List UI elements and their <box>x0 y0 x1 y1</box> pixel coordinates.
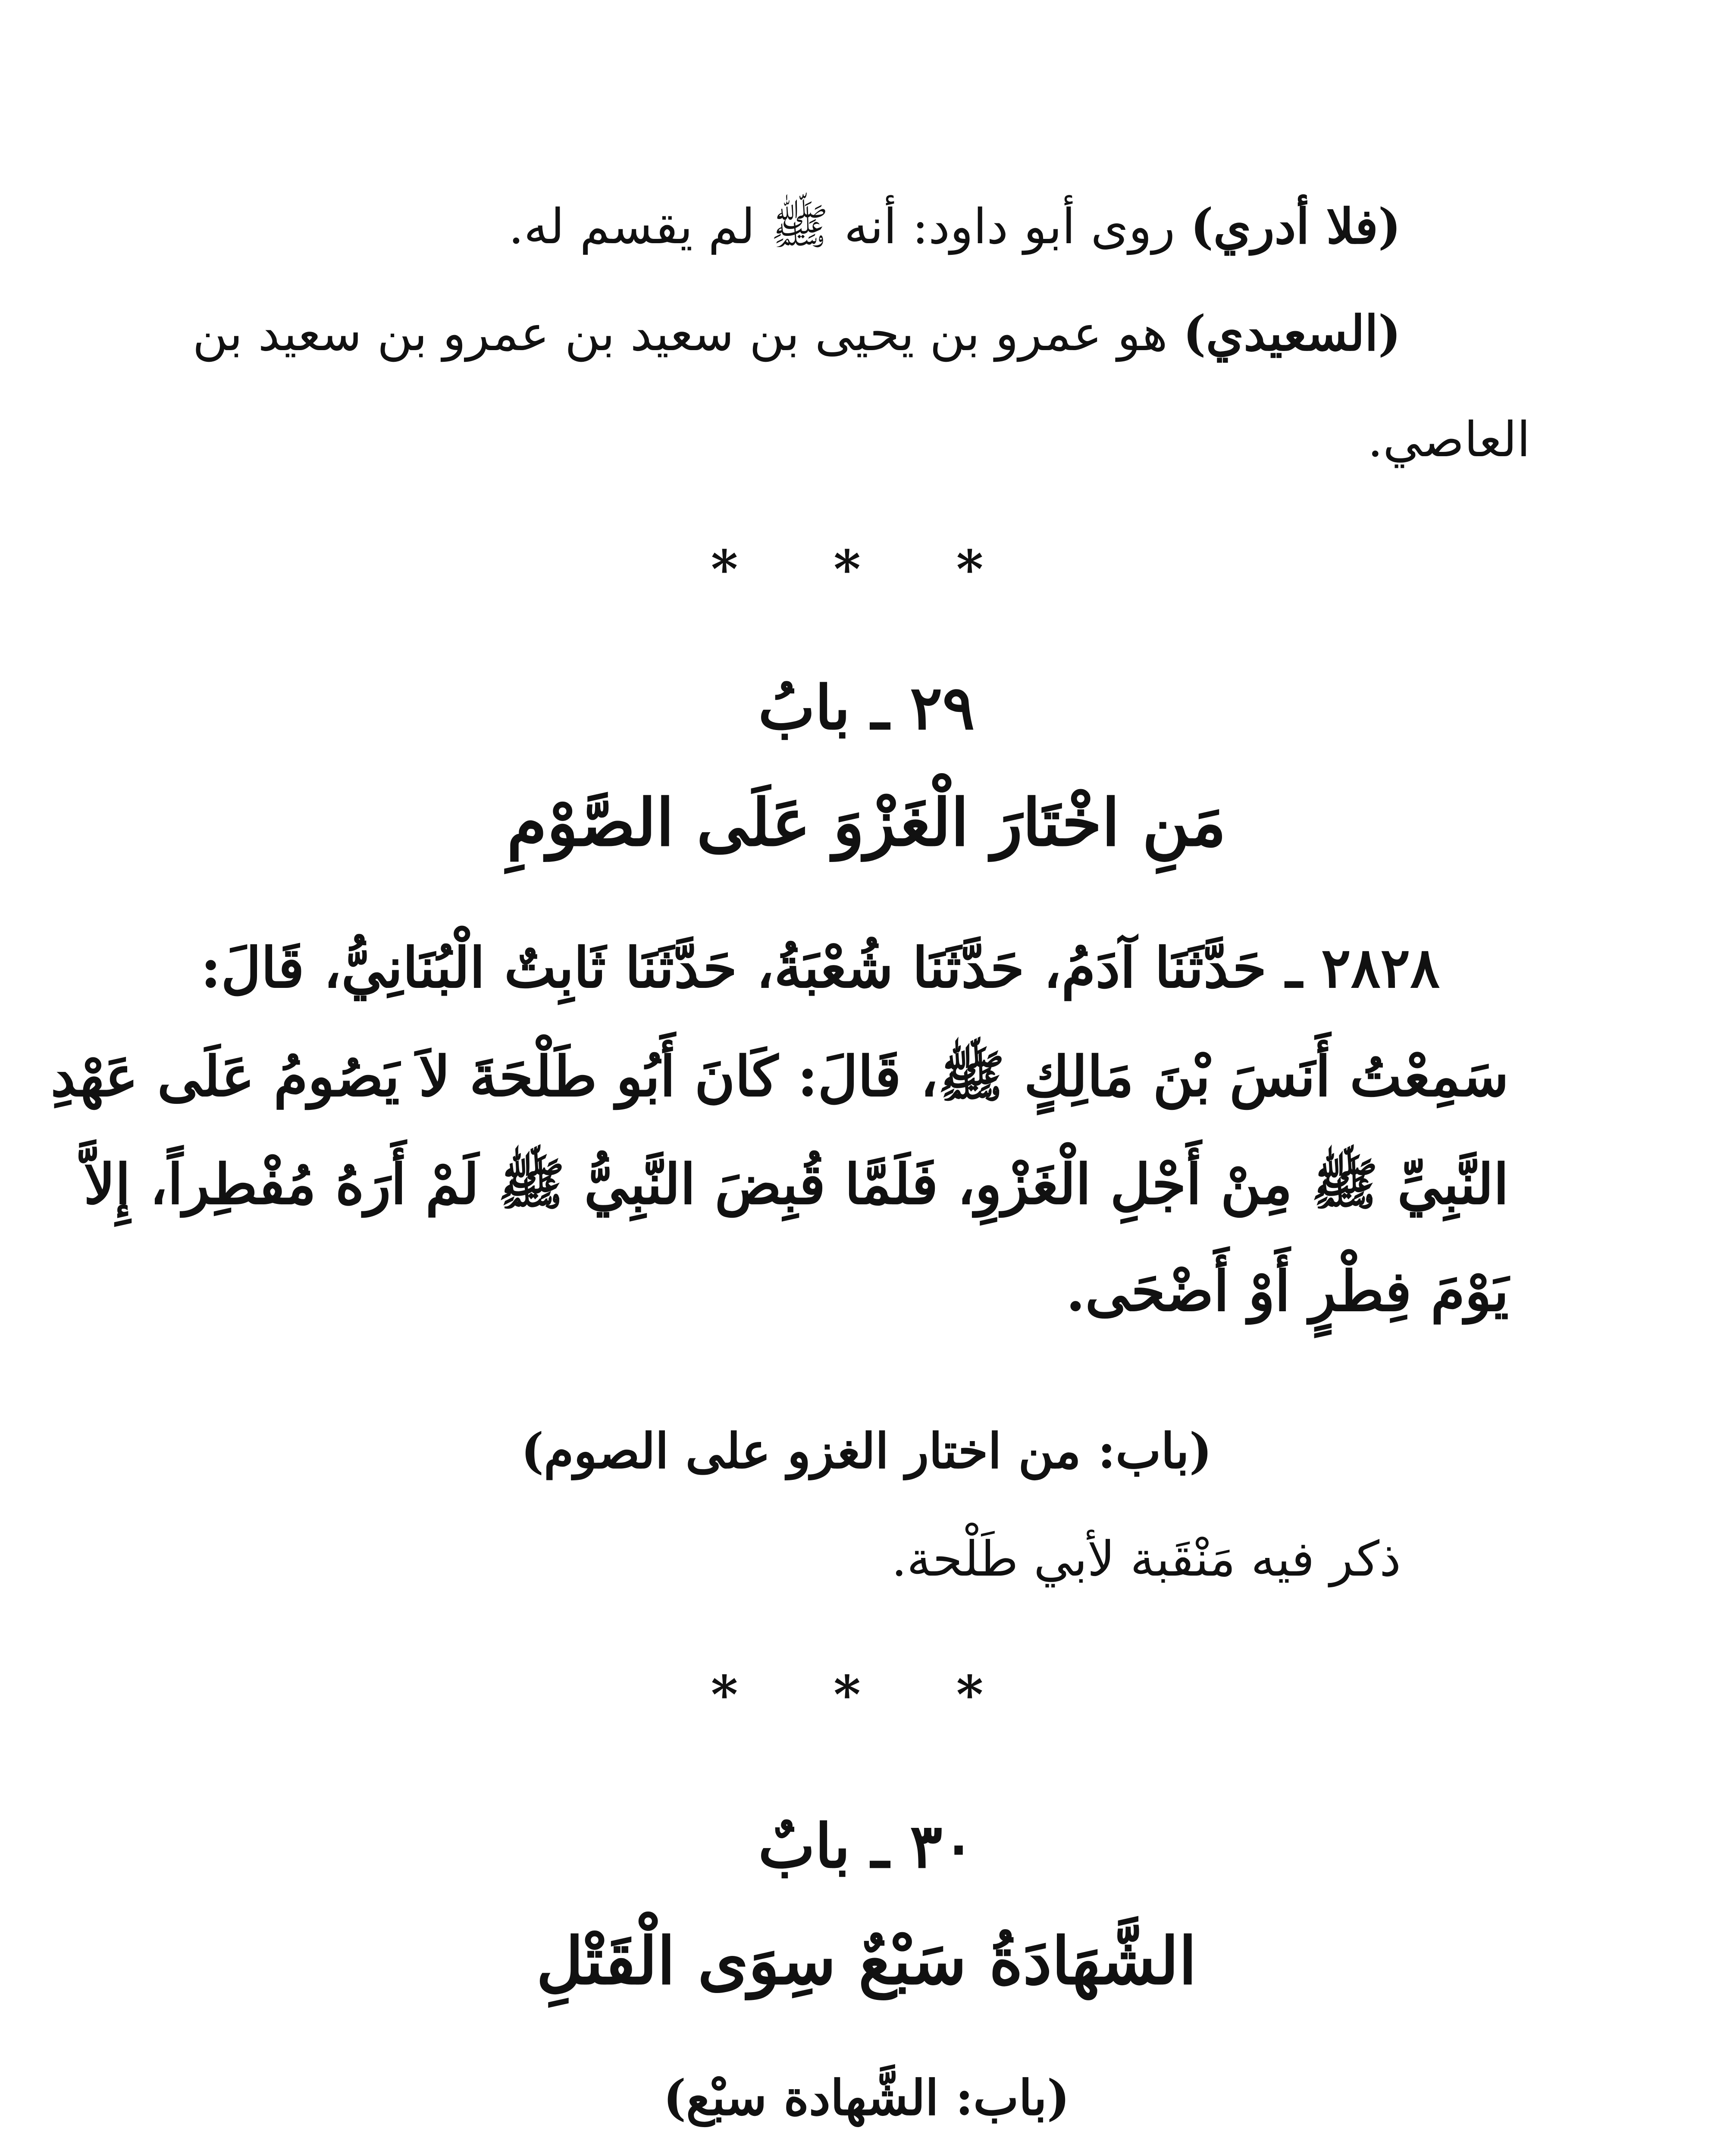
chapter-number: ٢٩ ـ بابُ <box>758 673 975 743</box>
section-separator: * * * <box>711 1664 1022 1725</box>
hadith-line-2: سَمِعْتُ أَنَسَ بْنَ مَالِكٍ ﷺ، قَالَ: كَانَ أَبُو طَلْحَةَ لاَ يَصُومُ عَلَى عَهْدِ <box>50 1044 1509 1109</box>
note-text: العاصي. <box>1367 412 1530 468</box>
section-separator: * * * <box>711 539 1022 600</box>
commentary-heading: (باب: الشَّهادة سبْع) <box>663 2070 1070 2126</box>
note-keyword: (فلا أدري) <box>1190 198 1401 255</box>
hadith-line-4: يَوْمَ فِطْرٍ أَوْ أَضْحَى. <box>1066 1259 1509 1324</box>
commentary-text: ذكر فيه مَنْقَبة لأبي طَلْحة. <box>891 1531 1401 1587</box>
note-text: روى أبو داود: أنه ﷺ لم يقسم له. <box>508 199 1191 255</box>
commentary-heading: (باب: من اختار الغزو على الصوم) <box>521 1423 1212 1479</box>
chapter-title: الشَّهَادَةُ سَبْعٌ سِوَى الْقَتْلِ <box>536 1923 1197 1999</box>
note-text: هو عمرو بن يحيى بن سعيد بن عمرو بن سعيد بن <box>192 306 1183 362</box>
chapter-title: مَنِ اخْتَارَ الْغَزْوَ عَلَى الصَّوْمِ <box>507 785 1226 861</box>
hadith-line-1: ٢٨٢٨ ـ حَدَّثَنَا آدَمُ، حَدَّثَنَا شُعْبَةُ، حَدَّثَنَا ثَابِتٌ الْبُنَانِيُّ، قَالَ: <box>201 936 1440 1000</box>
hadith-line-3: النَّبِيِّ ﷺ مِنْ أَجْلِ الْغَزْوِ، فَلَمَّا قُبِضَ النَّبِيُّ ﷺ لَمْ أَرَهُ مُفْطِراً، إِلاَّ <box>84 1152 1509 1217</box>
note-line-3 <box>1367 412 1530 468</box>
chapter-number: ٣٠ ـ بابٌ <box>758 1811 975 1882</box>
note-keyword: (السعيدي) <box>1183 305 1401 362</box>
note-line-2 <box>192 305 1401 362</box>
note-line-1 <box>508 198 1401 255</box>
